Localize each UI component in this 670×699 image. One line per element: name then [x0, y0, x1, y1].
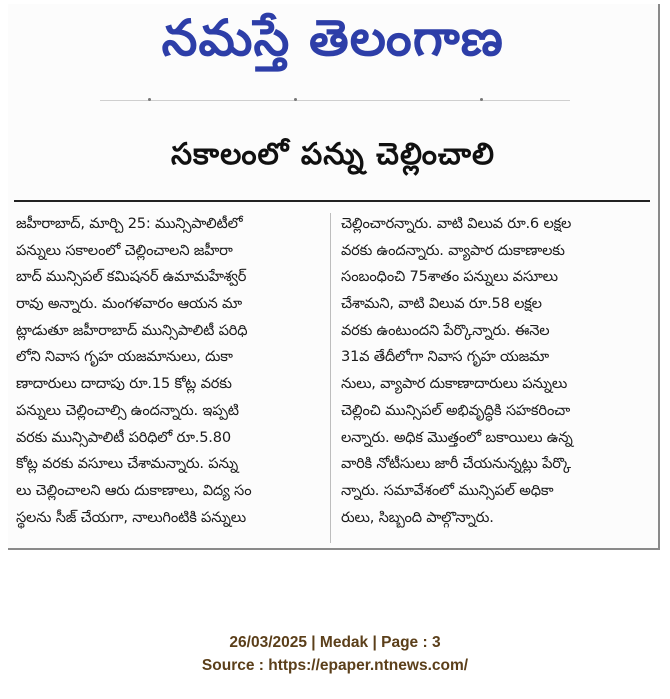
text-line: లన్నారు. అధిక మొత్తంలో బకాయిలు ఉన్న: [341, 428, 573, 446]
text-line: న్నారు. సమావేశంలో మున్సిపల్ అధికా: [341, 481, 554, 499]
rule-dot: [148, 98, 151, 101]
headline-divider: [14, 200, 650, 202]
text-line: బాద్ మున్సిపల్ కమిషనర్ ఉమామహేశ్వర్: [16, 268, 247, 286]
text-line: చేశామని, వాటి విలువ రూ.58 లక్షల: [341, 295, 542, 313]
text-line: రావు అన్నారు. మంగళవారం ఆయన మా: [16, 295, 242, 313]
masthead-rule: [100, 100, 570, 101]
article-column-right: [341, 211, 641, 531]
article-headline: సకాలంలో పన్ను చెల్లించాలి: [171, 137, 495, 172]
newspaper-logo: నమస్తే తెలంగాణ: [161, 9, 505, 67]
text-line: నులు, వ్యాపార దుకాణాదారులు పన్నులు: [341, 375, 568, 393]
text-line: కోట్ల వరకు వసూలు చేశామన్నారు. పన్ను: [16, 455, 238, 473]
text-line: జహీరాబాద్, మార్చి 25: మున్సిపాలిటీలో: [16, 215, 243, 232]
rule-dot: [480, 98, 483, 101]
source-link[interactable]: Source : https://epaper.ntnews.com/: [201, 657, 469, 674]
text-line: వరకు మున్సిపాలిటీ పరిధిలో రూ.5.80: [16, 428, 231, 446]
article-column-left: [16, 211, 316, 531]
rule-dot: [294, 98, 297, 101]
text-line: చెల్లించి మున్సిపల్ అభివృద్ధికి సహకరించా: [341, 401, 571, 419]
text-line: 31వ తేదీలోగా నివాస గృహ యజమా: [341, 348, 549, 366]
text-line: చెల్లించారన్నారు. వాటి విలువ రూ.6 లక్షల: [341, 215, 572, 232]
text-line: వారికి నోటీసులు జారీ చేయనున్నట్లు పేర్కొ: [341, 455, 571, 473]
text-line: పన్నులు సకాలంలో చెల్లించాలని జహీరా: [16, 241, 233, 259]
text-line: వరకు ఉంటుందని పేర్కొన్నారు. ఈనెల: [341, 321, 550, 339]
text-line: ట్లాడుతూ జహీరాబాద్ మున్సిపాలిటీ పరిధి: [16, 321, 248, 339]
column-divider: [330, 213, 331, 543]
text-line: సంబంధించి 75శాతం పన్నులు వసూలు: [341, 268, 558, 286]
text-line: స్థలను సీజ్ చేయగా, నాలుగింటికి పన్నులు: [16, 508, 246, 526]
text-line: వరకు ఉందన్నారు. వ్యాపార దుకాణాలకు: [341, 241, 565, 259]
newspaper-clipping: [8, 4, 660, 550]
masthead: [8, 4, 658, 76]
text-line: పన్నులు చెల్లించాల్సి ఉందన్నారు. ఇప్పటి: [16, 401, 239, 419]
text-line: లు చెల్లించాలని ఆరు దుకాణాలు, విద్య సం: [16, 481, 252, 499]
text-line: ణాదారులు దాదాపు రూ.15 కోట్ల వరకు: [16, 375, 232, 393]
text-line: రులు, సిబ్బంది పాల్గొన్నారు.: [341, 508, 494, 526]
text-line: లోని నివాస గృహ యజమానులు, దుకా: [16, 348, 233, 366]
edition-info: 26/03/2025 | Medak | Page : 3: [229, 634, 441, 651]
